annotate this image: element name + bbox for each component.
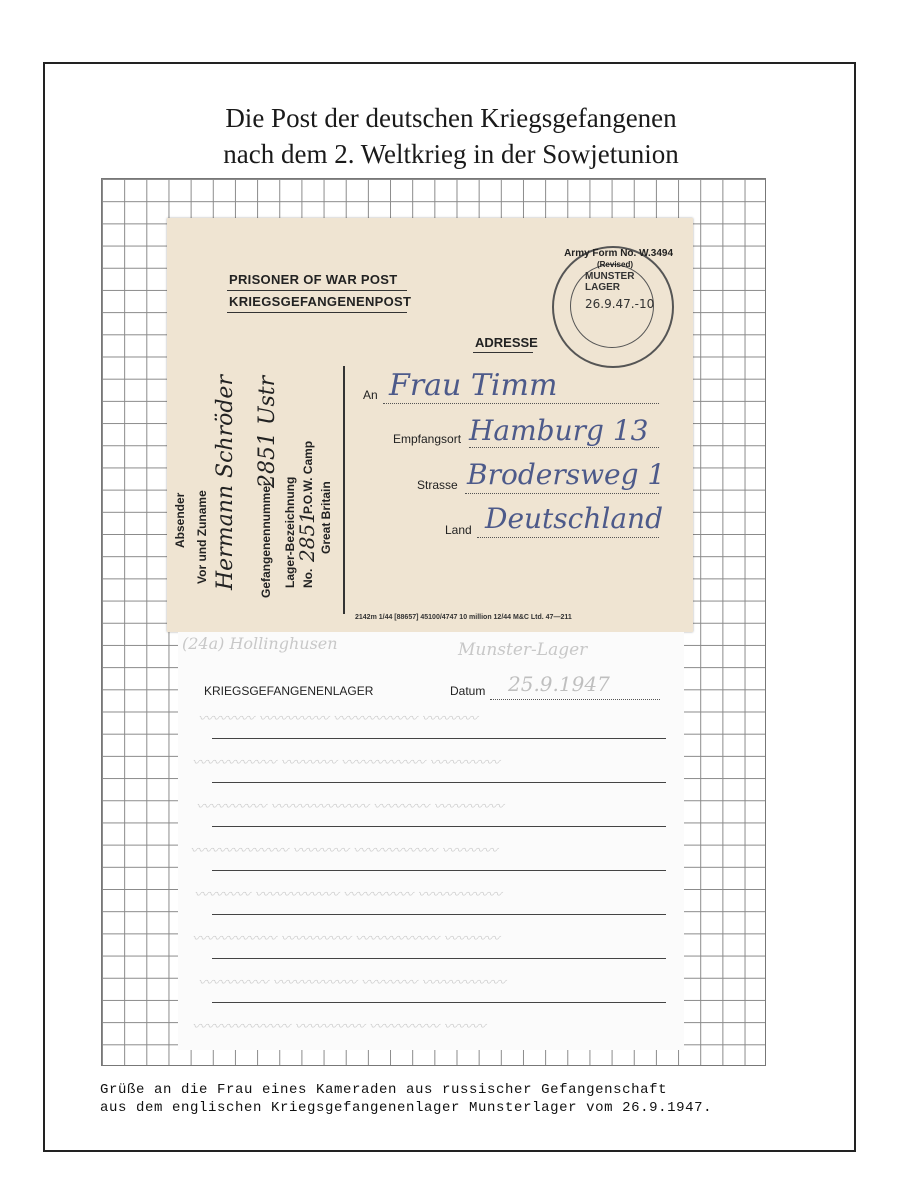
- writing-line: [212, 782, 666, 783]
- revised-note: (Revised): [596, 260, 633, 269]
- caption-line-1: Grüße an die Frau eines Kameraden aus russischer Gefangenschaft: [100, 1082, 668, 1098]
- writing-line: [212, 870, 666, 871]
- divider-line: [343, 366, 345, 614]
- camp-label: No.: [301, 568, 315, 588]
- letter-scrawl: 〰〰〰〰〰〰〰 〰〰〰〰〰 〰〰〰〰〰 〰〰〰: [192, 1019, 486, 1035]
- absender-name: Hermann Schröder: [213, 375, 238, 590]
- land-dotted-line: [477, 536, 659, 538]
- page-title-line-2: nach dem 2. Weltkrieg in der Sowjetunion: [223, 139, 679, 169]
- caption-line-2: aus dem englischen Kriegsgefangenenlager Munsterlager vom 26.9.1947.: [100, 1100, 713, 1116]
- army-form-number: Army Form No. W.3494: [564, 248, 673, 259]
- an-label: An: [363, 388, 378, 402]
- gefangenennummer-label: Gefangenennummer: [259, 481, 273, 598]
- gefangenennummer-value: 2851 Ustr: [255, 375, 280, 488]
- strasse-value: Brodersweg 1: [467, 458, 666, 491]
- writing-line: [212, 958, 666, 959]
- absender-label: Absender: [173, 492, 187, 548]
- letter-scrawl: 〰〰〰〰〰〰 〰〰〰〰 〰〰〰〰〰〰 〰〰〰〰〰: [192, 755, 500, 771]
- datum-dotted-line: [490, 698, 660, 700]
- camp-suffix: P.O.W. Camp: [301, 440, 315, 514]
- header-underline: [227, 290, 407, 291]
- postmark-name: MUNSTER LAGER: [585, 271, 635, 293]
- postcard-front: [167, 218, 693, 632]
- empfangsort-value: Hamburg 13: [469, 414, 649, 447]
- letter-scrawl: 〰〰〰〰〰 〰〰〰〰〰〰 〰〰〰〰 〰〰〰〰〰〰: [198, 975, 506, 991]
- header-german: KRIEGSGEFANGENENPOST: [229, 294, 412, 309]
- an-value: Frau Timm: [389, 368, 558, 403]
- vor-zuname-label: Vor und Zuname: [195, 490, 209, 584]
- land-value: Deutschland: [485, 502, 663, 535]
- header-underline-2: [227, 312, 407, 313]
- postcard-back: [178, 632, 684, 1050]
- top-note-scrawl: (24a) Hollinghusen: [182, 634, 338, 653]
- letter-scrawl: 〰〰〰〰 〰〰〰〰〰〰 〰〰〰〰〰 〰〰〰〰〰〰: [194, 887, 502, 903]
- writing-line: [212, 914, 666, 915]
- adresse-label: ADRESSE: [475, 335, 538, 350]
- letter-scrawl: 〰〰〰〰 〰〰〰〰〰 〰〰〰〰〰〰 〰〰〰〰: [198, 711, 478, 727]
- strasse-dotted-line: [465, 492, 659, 494]
- strasse-label: Strasse: [417, 478, 458, 492]
- datum-value: 25.9.1947: [508, 672, 610, 696]
- country-label: Great Britain: [319, 481, 333, 554]
- postmark-inner-ring: [570, 264, 654, 348]
- adresse-underline: [473, 352, 533, 353]
- header-english: PRISONER OF WAR POST: [229, 272, 398, 287]
- datum-label: Datum: [450, 684, 486, 698]
- postmark-date: 26.9.47.-10: [585, 297, 655, 311]
- lager-label-back: KRIEGSGEFANGENENLAGER: [204, 684, 374, 698]
- writing-line: [212, 826, 666, 827]
- land-label: Land: [445, 523, 472, 537]
- letter-scrawl: 〰〰〰〰〰 〰〰〰〰〰〰〰 〰〰〰〰 〰〰〰〰〰: [196, 799, 504, 815]
- letter-scrawl: 〰〰〰〰〰〰〰 〰〰〰〰 〰〰〰〰〰〰 〰〰〰〰: [190, 843, 498, 859]
- writing-line: [212, 1002, 666, 1003]
- writing-line: [212, 738, 666, 739]
- lager-label: Lager-Bezeichnung: [283, 476, 297, 588]
- page-title-line-1: Die Post der deutschen Kriegsgefangenen: [225, 103, 677, 133]
- camp-value: 2851: [295, 511, 319, 562]
- print-code: 2142m 1/44 [88657] 45100/4747 10 million 12/44 M&C Ltd. 47—211: [355, 614, 572, 621]
- top-note-lager: Munster-Lager: [458, 640, 588, 660]
- letter-scrawl: 〰〰〰〰〰〰 〰〰〰〰〰 〰〰〰〰〰〰 〰〰〰〰: [192, 931, 500, 947]
- empfangsort-label: Empfangsort: [393, 432, 462, 446]
